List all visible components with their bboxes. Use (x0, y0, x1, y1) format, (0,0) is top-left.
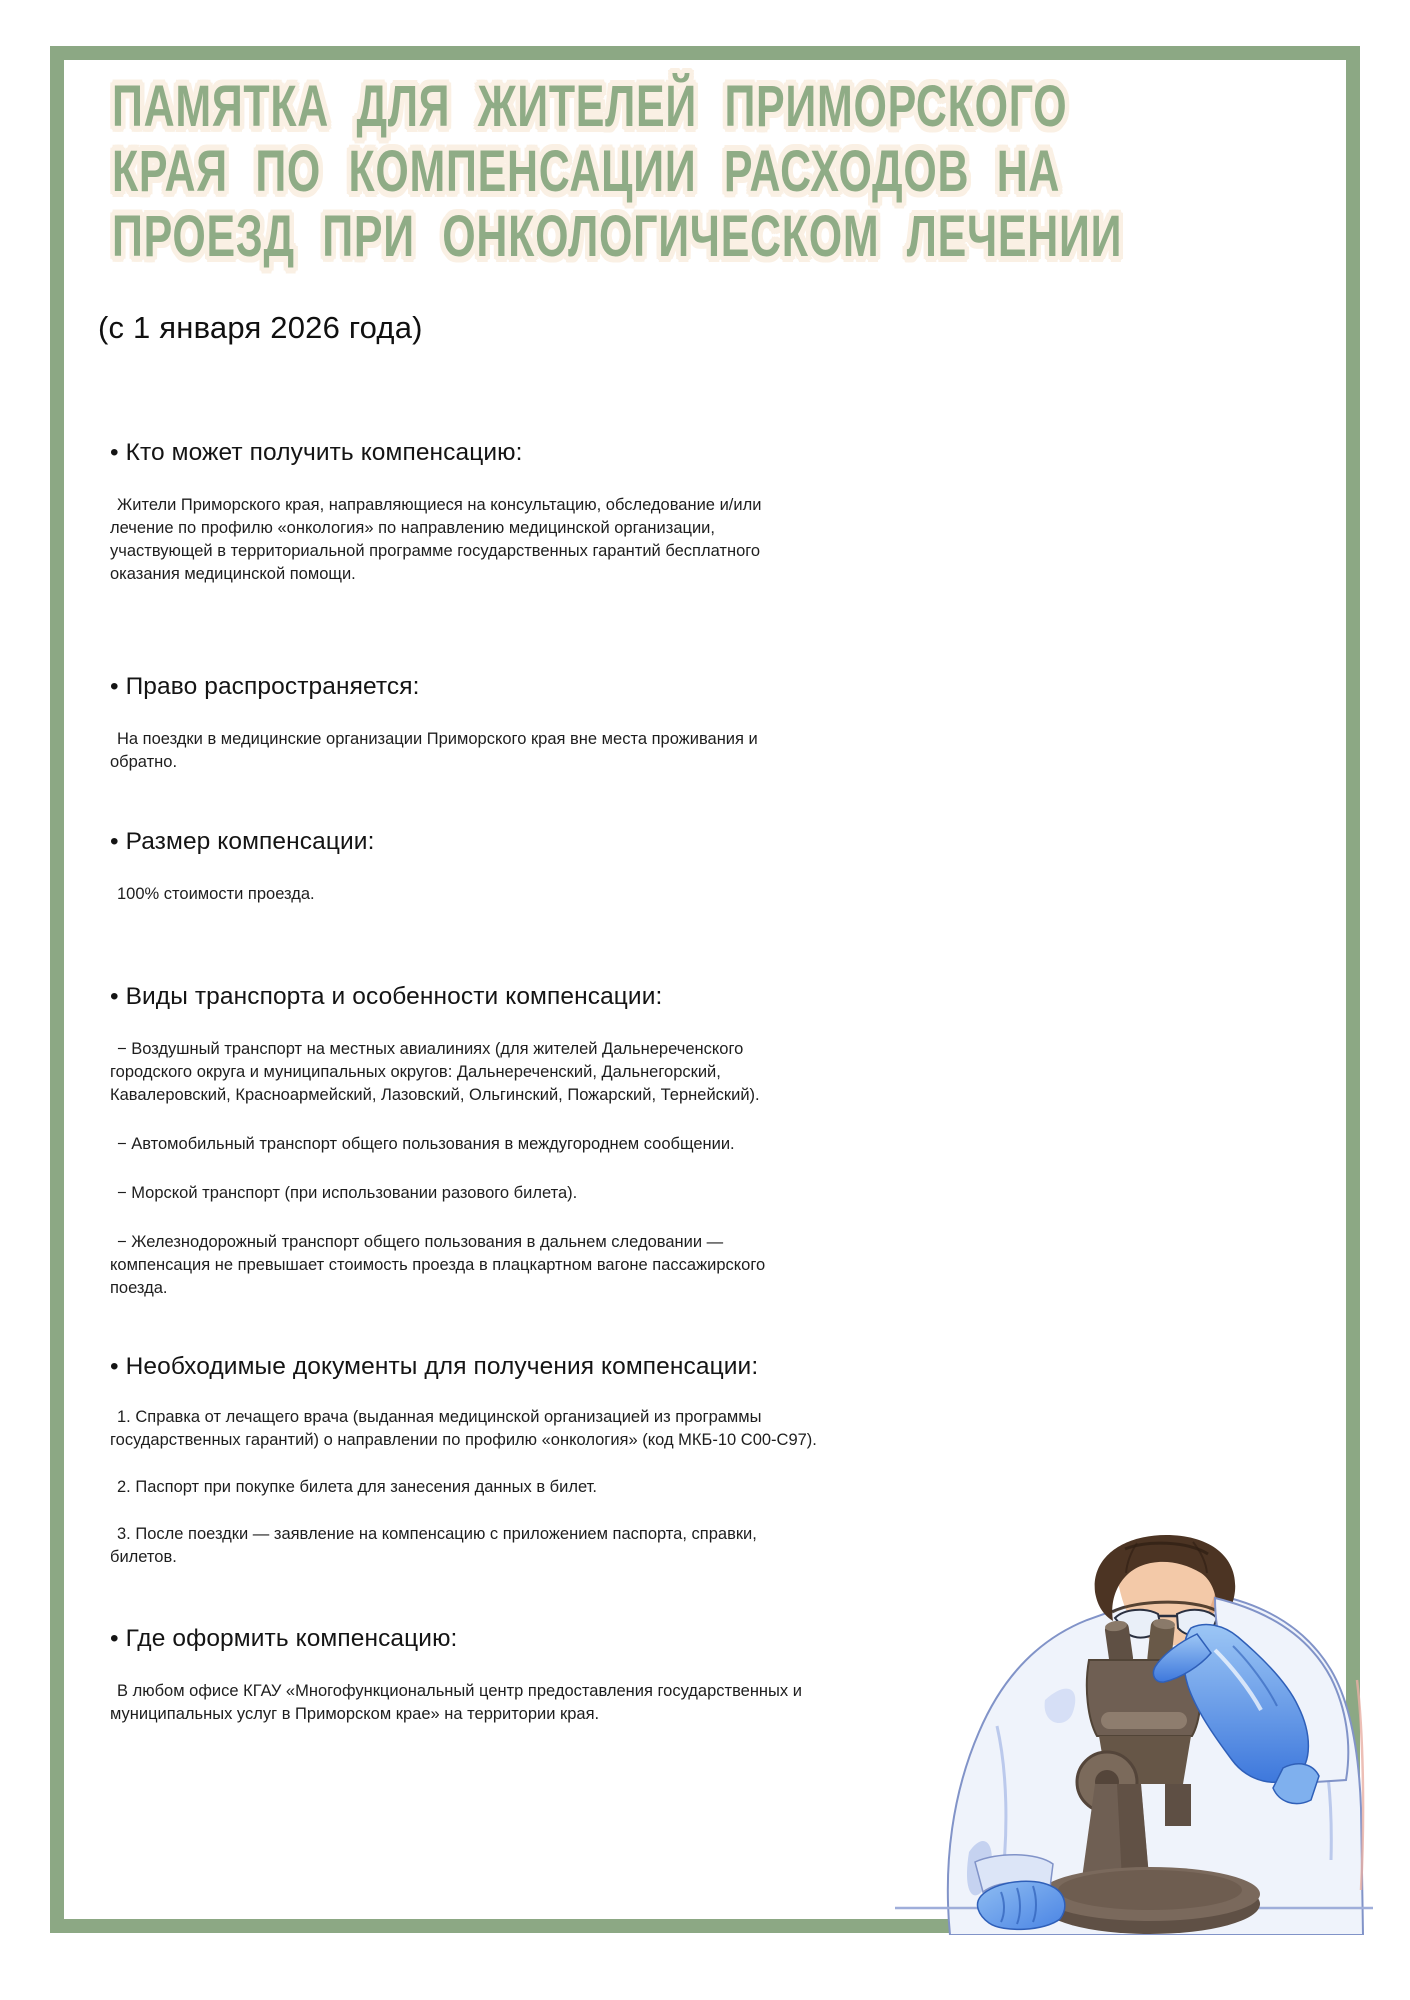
section-paragraph: На поездки в медицинские организации Приморского края вне места проживания и обратно. (110, 730, 758, 771)
section-transport-types (110, 982, 822, 1300)
section-paragraph: 100% стоимости проезда. (117, 885, 315, 903)
section-required-documents (110, 1352, 822, 1569)
list-item: 2. Паспорт при покупке билета для занесения данных в билет. (117, 1478, 597, 1496)
list-item: − Железнодорожный транспорт общего пользования в дальнем следовании — компенсация не превышает стоимость проезда в плацкартном вагоне пассажирского поезда. (110, 1233, 766, 1297)
title-line-3: ПРОЕЗД ПРИ ОНКОЛОГИЧЕСКОМ ЛЕЧЕНИИ (112, 204, 1123, 269)
microscope-base (1040, 1867, 1260, 1934)
section-right-applies (110, 672, 822, 774)
section-heading: • Право распространяется: (110, 673, 420, 700)
list-item: 1. Справка от лечащего врача (выданная медицинской организацией из программы государственных гарантий) о направлении по профилю «онкология» (код МКБ-10 C00-C97). (110, 1408, 817, 1449)
section-heading: • Необходимые документы для получения компенсации: (110, 1353, 759, 1380)
scientist-microscope-illustration (745, 1530, 1375, 1935)
section-heading: • Размер компенсации: (110, 828, 375, 855)
list-item: − Воздушный транспорт на местных авиалиниях (для жителей Дальнереченского городского округа и муниципальных округов: Дальнереченский, Дальнегорский, Кавалеровский, Красноармейский, Лазовский, Ольгинский, Пожарский, Тернейский). (110, 1040, 760, 1104)
list-item: − Автомобильный транспорт общего пользования в междугороднем сообщении. (117, 1135, 735, 1153)
section-compensation-amount (110, 827, 822, 906)
list-item: 3. После поездки — заявление на компенсацию с приложением паспорта, справки, билетов. (110, 1525, 757, 1566)
page-title (112, 74, 1122, 269)
left-arm-glove (975, 1855, 1065, 1930)
section-heading: • Виды транспорта и особенности компенсации: (110, 983, 663, 1010)
section-paragraph: Жители Приморского края, направляющиеся на консультацию, обследование и/или лечение по профилю «онкология» по направлению медицинской организации, участвующей в территориальной программе государственных гарантий бесплатного оказания медицинской помощи. (110, 496, 762, 583)
section-where-to-apply (110, 1624, 822, 1726)
list-item: − Морской транспорт (при использовании разового билета). (117, 1184, 578, 1202)
section-heading: • Где оформить компенсацию: (110, 1625, 458, 1652)
title-line-1: ПАМЯТКА ДЛЯ ЖИТЕЛЕЙ ПРИМОРСКОГО (112, 74, 1068, 139)
title-line-2: КРАЯ ПО КОМПЕНСАЦИИ РАСХОДОВ НА (112, 139, 1061, 204)
section-heading: • Кто может получить компенсацию: (110, 439, 523, 466)
section-who-can-get-compensation (110, 438, 822, 586)
section-paragraph: В любом офисе КГАУ «Многофункциональный центр предоставления государственных и муниципальных услуг в Приморском крае» на территории края. (110, 1682, 802, 1723)
effective-date-subtitle: (с 1 января 2026 года) (98, 310, 423, 345)
